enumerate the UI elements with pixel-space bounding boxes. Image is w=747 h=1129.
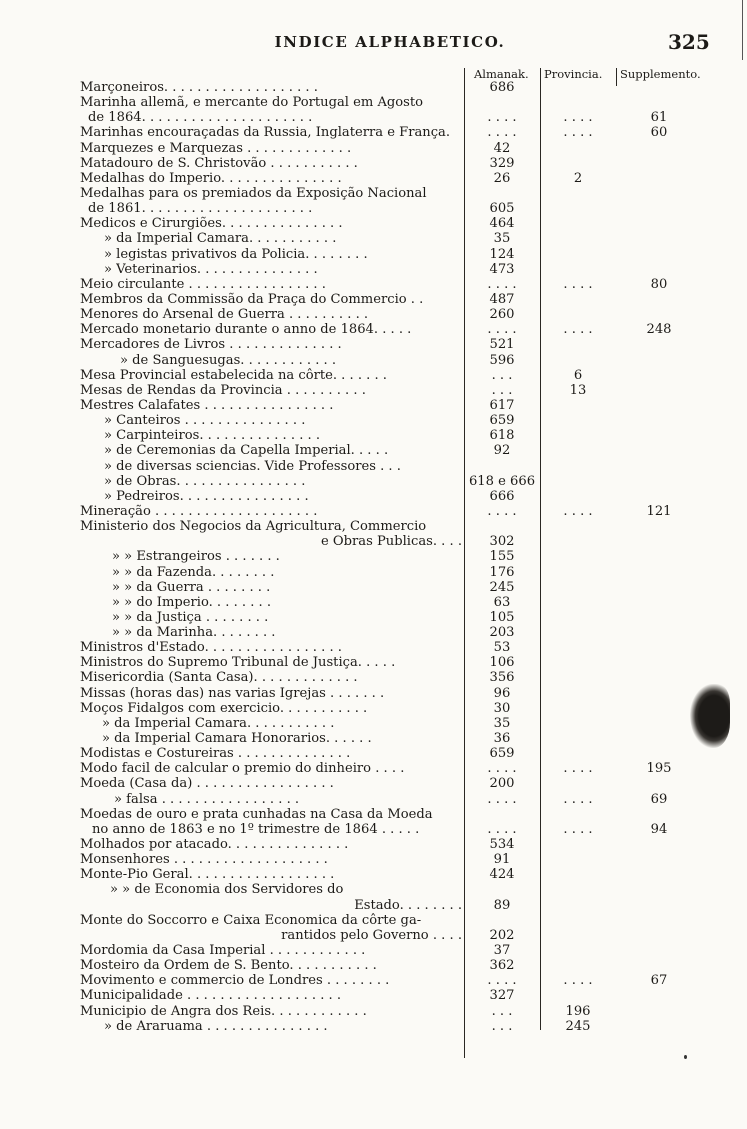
index-row — [0, 201, 747, 216]
almanak-ref: 659 — [489, 746, 515, 762]
entry-label: » Pedreiros. . . . . . . . . . . . . . . . — [104, 488, 309, 504]
entry-label: » de Araruama . . . . . . . . . . . . . . . — [104, 1018, 328, 1034]
index-row — [0, 670, 747, 685]
index-row — [0, 519, 747, 534]
entry-label: Molhados por atacado. . . . . . . . . . . . . . . — [80, 837, 349, 853]
almanak-ref: 302 — [489, 534, 515, 550]
index-row — [0, 958, 747, 973]
index-row — [0, 322, 747, 337]
almanak-ref: 617 — [489, 397, 515, 413]
index-row — [0, 353, 747, 368]
index-row — [0, 95, 747, 110]
index-row — [0, 761, 747, 776]
provincia-ref: 13 — [569, 382, 587, 398]
entry-label: Mestres Calafates . . . . . . . . . . . . . . . . — [80, 397, 334, 413]
almanak-ref: . . . . — [487, 791, 517, 807]
entry-label: Moeda (Casa da) . . . . . . . . . . . . . . . . . — [80, 776, 334, 792]
index-row — [0, 1019, 747, 1034]
index-row — [0, 822, 747, 837]
supplemento-ref: 61 — [650, 110, 668, 126]
entry-label: Monte do Soccorro e Caixa Economica da côrte ga- — [80, 912, 422, 928]
index-row — [0, 882, 747, 897]
entry-label: Moços Fidalgos com exercicio. . . . . . . . . . . — [80, 700, 368, 716]
index-row — [0, 898, 747, 913]
entry-label: » » da Fazenda. . . . . . . . — [112, 564, 275, 580]
almanak-ref: 155 — [489, 549, 515, 565]
almanak-ref: . . . . — [487, 821, 517, 837]
supplemento-ref: 60 — [650, 125, 668, 141]
index-row — [0, 852, 747, 867]
entry-label: » » da Justiça . . . . . . . . — [112, 609, 269, 625]
column-header-almanak: Almanak. — [474, 67, 529, 81]
index-row — [0, 125, 747, 140]
almanak-ref: 92 — [493, 443, 511, 459]
index-row — [0, 595, 747, 610]
almanak-ref: 659 — [489, 413, 515, 429]
almanak-ref: 35 — [493, 231, 511, 247]
entry-label: » » do Imperio. . . . . . . . — [112, 594, 272, 610]
entry-label: Mercado monetario durante o anno de 1864. . . . . — [80, 322, 412, 338]
entry-label: Menores do Arsenal de Guerra . . . . . . . . . . — [80, 307, 369, 323]
provincia-ref: . . . . — [563, 110, 593, 126]
provincia-ref: 245 — [565, 1018, 591, 1034]
index-row — [0, 489, 747, 504]
almanak-ref: 362 — [489, 958, 515, 974]
entry-label: Marinha allemã, e mercante do Portugal em Agosto — [80, 95, 424, 111]
index-entries — [0, 80, 747, 1034]
provincia-ref: 6 — [573, 367, 583, 383]
index-row — [0, 807, 747, 822]
almanak-ref: 424 — [489, 867, 515, 883]
almanak-ref: 203 — [489, 625, 515, 641]
entry-label: Ministerio dos Negocios da Agricultura, Commercio — [80, 519, 427, 535]
almanak-ref: 534 — [489, 837, 515, 853]
entry-label: Marçoneiros. . . . . . . . . . . . . . . . . . . — [80, 80, 318, 95]
index-row — [0, 928, 747, 943]
provincia-ref: . . . . — [563, 821, 593, 837]
entry-label: Modo facil de calcular o premio do dinheiro . . . . — [80, 761, 405, 777]
entry-label: Monsenhores . . . . . . . . . . . . . . . . . . . — [80, 852, 328, 868]
provincia-ref: . . . . — [563, 322, 593, 338]
ink-speck — [684, 1055, 687, 1059]
index-row — [0, 988, 747, 1003]
index-row — [0, 746, 747, 761]
index-row — [0, 292, 747, 307]
index-row — [0, 141, 747, 156]
almanak-ref: 200 — [489, 776, 515, 792]
provincia-ref: 196 — [565, 1003, 591, 1019]
almanak-ref: 202 — [489, 927, 515, 943]
entry-label: » da Imperial Camara. . . . . . . . . . . — [104, 231, 337, 247]
entry-label: e Obras Publicas. . . . — [321, 534, 462, 550]
provincia-ref: . . . . — [563, 761, 593, 777]
index-row — [0, 655, 747, 670]
index-row — [0, 231, 747, 246]
index-row — [0, 459, 747, 474]
entry-label: Mesas de Rendas da Provincia . . . . . . . . . . — [80, 382, 366, 398]
almanak-ref: 105 — [489, 609, 515, 625]
index-row — [0, 383, 747, 398]
index-row — [0, 731, 747, 746]
entry-label: » da Imperial Camara Honorarios. . . . . . — [102, 731, 372, 747]
index-row — [0, 368, 747, 383]
entry-label: Municipio de Angra dos Reis. . . . . . . . . . . . — [80, 1003, 367, 1019]
entry-label: » » Estrangeiros . . . . . . . — [112, 549, 280, 565]
index-row — [0, 474, 747, 489]
index-row — [0, 216, 747, 231]
entry-label: » legistas privativos da Policia. . . . . . . . — [104, 246, 368, 262]
entry-label: Modistas e Costureiras . . . . . . . . . . . . . . — [80, 746, 351, 762]
ink-stain — [690, 684, 730, 748]
entry-label: Municipalidade . . . . . . . . . . . . . . . . . . . — [80, 988, 342, 1004]
almanak-ref: 96 — [493, 685, 511, 701]
almanak-ref: 473 — [489, 261, 515, 277]
entry-label: » de Obras. . . . . . . . . . . . . . . . — [104, 473, 306, 489]
page-number: 325 — [668, 30, 710, 54]
almanak-ref: 521 — [489, 337, 515, 353]
index-row — [0, 413, 747, 428]
index-row — [0, 625, 747, 640]
almanak-ref: 36 — [493, 731, 511, 747]
provincia-ref: . . . . — [563, 791, 593, 807]
almanak-ref: 30 — [493, 700, 511, 716]
almanak-ref: 124 — [489, 246, 515, 262]
entry-label: de 1864. . . . . . . . . . . . . . . . . . . . . — [88, 110, 313, 126]
supplemento-ref: 69 — [650, 791, 668, 807]
supplemento-ref: 248 — [646, 322, 672, 338]
entry-label: Marinhas encouraçadas da Russia, Inglaterra e França. — [80, 125, 450, 141]
index-row — [0, 792, 747, 807]
almanak-ref: 245 — [489, 579, 515, 595]
entry-label: » » da Marinha. . . . . . . . — [112, 625, 276, 641]
almanak-ref: 260 — [489, 307, 515, 323]
entry-label: Misericordia (Santa Casa). . . . . . . . . . . . . — [80, 670, 358, 686]
index-row — [0, 565, 747, 580]
almanak-ref: 35 — [493, 715, 511, 731]
provincia-ref: . . . . — [563, 125, 593, 141]
index-row — [0, 549, 747, 564]
index-row — [0, 428, 747, 443]
supplemento-ref: 195 — [646, 761, 672, 777]
almanak-ref: 329 — [489, 155, 515, 171]
almanak-ref: 63 — [493, 594, 511, 610]
entry-label: Monte-Pio Geral. . . . . . . . . . . . . . . . . . — [80, 867, 335, 883]
entry-label: Mosteiro da Ordem de S. Bento. . . . . . . . . . . — [80, 958, 377, 974]
index-row — [0, 1004, 747, 1019]
entry-label: » de Ceremonias da Capella Imperial. . . . . — [104, 443, 389, 459]
almanak-ref: 686 — [489, 80, 515, 95]
entry-label: » de diversas sciencias. Vide Professores . . . — [104, 458, 401, 474]
almanak-ref: . . . . — [487, 322, 517, 338]
index-row — [0, 867, 747, 882]
entry-label: rantidos pelo Governo . . . . — [281, 927, 462, 943]
almanak-ref: 53 — [493, 640, 511, 656]
provincia-ref: 2 — [573, 170, 583, 186]
index-row — [0, 262, 747, 277]
page-edge-rule — [742, 0, 743, 60]
entry-label: Missas (horas das) nas varias Igrejas . . . . . . . — [80, 685, 385, 701]
almanak-ref: 106 — [489, 655, 515, 671]
almanak-ref: . . . — [491, 382, 513, 398]
index-row — [0, 943, 747, 958]
index-row — [0, 337, 747, 352]
provincia-ref: . . . . — [563, 276, 593, 292]
almanak-ref: . . . . — [487, 503, 517, 519]
entry-label: Medalhas para os premiados da Exposição Nacional — [80, 185, 427, 201]
almanak-ref: . . . . — [487, 761, 517, 777]
index-row — [0, 156, 747, 171]
entry-label: Mordomia da Casa Imperial . . . . . . . . . . . . — [80, 943, 366, 959]
entry-label: Matadouro de S. Christovão . . . . . . . . . . . — [80, 155, 358, 171]
index-row — [0, 247, 747, 262]
almanak-ref: . . . — [491, 1003, 513, 1019]
index-row — [0, 398, 747, 413]
almanak-ref: 176 — [489, 564, 515, 580]
entry-label: » Veterinarios. . . . . . . . . . . . . . . — [104, 261, 318, 277]
supplemento-ref: 121 — [646, 503, 672, 519]
entry-label: Meio circulante . . . . . . . . . . . . . . . . . — [80, 276, 326, 292]
almanak-ref: 618 — [489, 428, 515, 444]
entry-label: Ministros d'Estado. . . . . . . . . . . . . . . . . — [80, 640, 342, 656]
almanak-ref: . . . . — [487, 125, 517, 141]
almanak-ref: 618 e 666 — [468, 473, 536, 489]
entry-label: Mineração . . . . . . . . . . . . . . . . . . . . — [80, 503, 318, 519]
entry-label: Medalhas do Imperio. . . . . . . . . . . . . . . — [80, 170, 342, 186]
index-row — [0, 277, 747, 292]
entry-label: Membros da Commissão da Praça do Commercio . . — [80, 291, 424, 307]
entry-label: Moedas de ouro e prata cunhadas na Casa da Moeda — [80, 806, 433, 822]
entry-label: Mesa Provincial estabelecida na côrte. . . . . . . — [80, 367, 387, 383]
almanak-ref: 89 — [493, 897, 511, 913]
index-row — [0, 686, 747, 701]
almanak-ref: 666 — [489, 488, 515, 504]
index-row — [0, 534, 747, 549]
almanak-ref: 37 — [493, 943, 511, 959]
index-row — [0, 186, 747, 201]
index-row — [0, 837, 747, 852]
almanak-ref: . . . . — [487, 110, 517, 126]
almanak-ref: 356 — [489, 670, 515, 686]
almanak-ref: 605 — [489, 201, 515, 217]
index-row — [0, 716, 747, 731]
almanak-ref: 596 — [489, 352, 515, 368]
almanak-ref: . . . . — [487, 276, 517, 292]
almanak-ref: 91 — [493, 852, 511, 868]
entry-label: Estado. . . . . . . . — [354, 897, 462, 913]
index-row — [0, 307, 747, 322]
entry-label: Medicos e Cirurgiões. . . . . . . . . . . . . . . — [80, 216, 343, 232]
page-title: INDICE ALPHABETICO. — [274, 33, 506, 51]
entry-label: Movimento e commercio de Londres . . . . . . . . — [80, 973, 390, 989]
index-row — [0, 640, 747, 655]
almanak-ref: . . . — [491, 367, 513, 383]
index-row — [0, 110, 747, 125]
entry-label: Mercadores de Livros . . . . . . . . . . . . . . — [80, 337, 342, 353]
index-row — [0, 80, 747, 95]
supplemento-ref: 94 — [650, 821, 668, 837]
index-row — [0, 776, 747, 791]
entry-label: » Carpinteiros. . . . . . . . . . . . . . . — [104, 428, 321, 444]
index-row — [0, 973, 747, 988]
index-row — [0, 171, 747, 186]
almanak-ref: 487 — [489, 291, 515, 307]
entry-label: » » de Economia dos Servidores do — [110, 882, 344, 898]
almanak-ref: . . . — [491, 1018, 513, 1034]
almanak-ref: 464 — [489, 216, 515, 232]
almanak-ref: 26 — [493, 170, 511, 186]
index-row — [0, 580, 747, 595]
entry-label: » falsa . . . . . . . . . . . . . . . . . — [114, 791, 300, 807]
entry-label: no anno de 1863 e no 1º trimestre de 1864 . . . . . — [92, 821, 420, 837]
column-header-supplemento: Supplemento. — [620, 67, 701, 81]
entry-label: » de Sanguesugas. . . . . . . . . . . . — [120, 352, 337, 368]
supplemento-ref: 67 — [650, 973, 668, 989]
index-row — [0, 701, 747, 716]
almanak-ref: . . . . — [487, 973, 517, 989]
entry-label: » » da Guerra . . . . . . . . — [112, 579, 271, 595]
column-header-provincia: Provincia. — [544, 67, 603, 81]
index-row — [0, 443, 747, 458]
entry-label: Ministros do Supremo Tribunal de Justiça. . . . . — [80, 655, 396, 671]
index-row — [0, 504, 747, 519]
entry-label: » da Imperial Camara. . . . . . . . . . . — [102, 715, 335, 731]
entry-label: Marquezes e Marquezas . . . . . . . . . . . . . — [80, 140, 352, 156]
index-row — [0, 913, 747, 928]
provincia-ref: . . . . — [563, 973, 593, 989]
index-row — [0, 610, 747, 625]
entry-label: de 1861. . . . . . . . . . . . . . . . . . . . . — [88, 201, 313, 217]
almanak-ref: 327 — [489, 988, 515, 1004]
almanak-ref: 42 — [493, 140, 511, 156]
entry-label: » Canteiros . . . . . . . . . . . . . . . — [104, 413, 306, 429]
provincia-ref: . . . . — [563, 503, 593, 519]
supplemento-ref: 80 — [650, 276, 668, 292]
